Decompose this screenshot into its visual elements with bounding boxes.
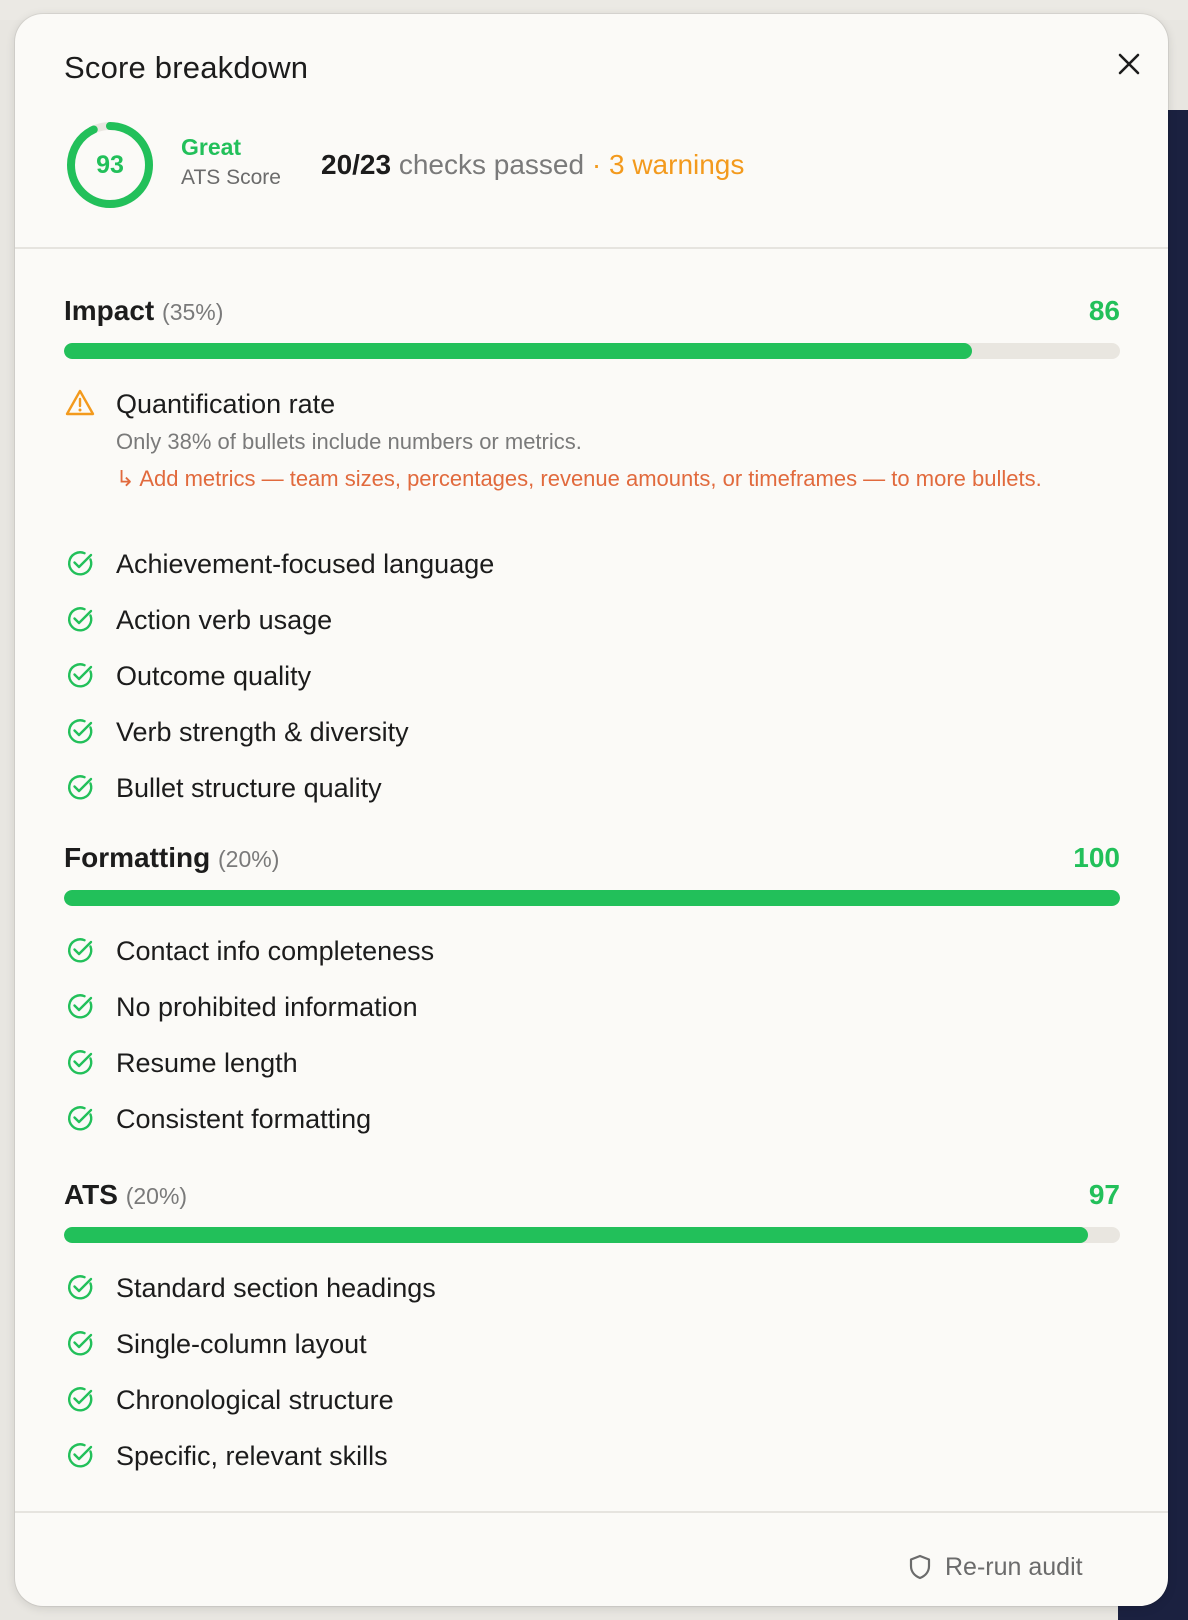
score-breakdown-dialog	[15, 14, 1168, 1606]
check-label: Single-column layout	[116, 1329, 367, 1359]
checks-passed-text: checks passed	[398, 149, 585, 180]
check-item	[64, 1102, 1120, 1158]
check-detail: Only 38% of bullets include numbers or metrics.	[116, 429, 582, 454]
check-item	[64, 1439, 1120, 1495]
check-label: Action verb usage	[116, 605, 333, 635]
check-item	[64, 1271, 1120, 1327]
section-progress-bar	[64, 890, 1120, 906]
check-item	[64, 603, 1120, 659]
check-item	[64, 771, 1120, 827]
check-item	[64, 1383, 1120, 1439]
check-item	[64, 934, 1120, 990]
warnings-count: 3 warnings	[608, 149, 745, 180]
check-item	[64, 1327, 1120, 1383]
shield-icon	[907, 1553, 933, 1581]
check-circle-icon	[64, 1046, 96, 1078]
rerun-audit-button[interactable]	[907, 1551, 1083, 1583]
section-formatting	[64, 842, 1120, 1158]
check-item	[64, 990, 1120, 1046]
warning-icon	[64, 387, 96, 419]
check-circle-icon	[64, 715, 96, 747]
close-icon	[1117, 52, 1141, 76]
section-weight: (35%)	[162, 299, 224, 325]
breakdown-list[interactable]	[15, 249, 1168, 1511]
check-item	[64, 1046, 1120, 1102]
check-label: Verb strength & diversity	[116, 717, 409, 747]
check-circle-icon	[64, 934, 96, 966]
check-label: Specific, relevant skills	[116, 1441, 388, 1471]
section-weight: (20%)	[218, 846, 280, 872]
check-circle-icon	[64, 603, 96, 635]
check-label: Chronological structure	[116, 1385, 394, 1415]
check-circle-icon	[64, 1271, 96, 1303]
section-name: ATS	[64, 1179, 118, 1210]
check-label: Consistent formatting	[116, 1104, 372, 1134]
score-value: 93	[96, 150, 124, 179]
section-score: 86	[1088, 295, 1120, 326]
check-circle-icon	[64, 771, 96, 803]
check-label: Standard section headings	[116, 1273, 436, 1303]
section-weight: (20%)	[125, 1183, 188, 1209]
check-item-warning	[64, 387, 1120, 547]
check-circle-icon	[64, 990, 96, 1022]
check-label: Bullet structure quality	[116, 773, 382, 803]
check-label: Quantification rate	[116, 389, 336, 419]
section-progress-bar	[64, 1227, 1120, 1243]
check-label: No prohibited information	[116, 992, 418, 1022]
check-item	[64, 547, 1120, 603]
check-label: Achievement-focused language	[116, 549, 495, 579]
section-name: Formatting	[64, 842, 211, 873]
check-circle-icon	[64, 659, 96, 691]
section-progress-bar	[64, 343, 1120, 359]
check-item	[64, 715, 1120, 771]
dialog-footer	[15, 1511, 1168, 1606]
close-button[interactable]	[1109, 44, 1149, 84]
section-score: 97	[1088, 1179, 1120, 1210]
check-circle-icon	[64, 1327, 96, 1359]
section-title	[64, 295, 223, 327]
section-name: Impact	[64, 295, 155, 326]
rerun-audit-label: Re-run audit	[945, 1552, 1083, 1581]
section-impact	[64, 295, 1120, 827]
section-ats	[64, 1179, 1120, 1495]
check-label: Resume length	[116, 1048, 298, 1078]
section-progress-fill	[64, 343, 972, 359]
dialog-header	[15, 14, 1168, 249]
section-title	[64, 842, 279, 874]
checks-summary	[321, 149, 744, 181]
score-label: ATS Score	[181, 166, 281, 189]
section-score: 100	[1073, 842, 1120, 873]
check-tip: ↳ Add metrics — team sizes, percentages, revenue amounts, or timeframes — to more bullets.	[116, 466, 1042, 491]
section-progress-fill	[64, 1227, 1088, 1243]
check-circle-icon	[64, 547, 96, 579]
check-item	[64, 659, 1120, 715]
section-progress-fill	[64, 890, 1120, 906]
score-ring	[64, 119, 156, 211]
check-circle-icon	[64, 1102, 96, 1134]
checks-passed-count: 20/23	[321, 149, 392, 180]
check-circle-icon	[64, 1439, 96, 1471]
section-title	[64, 1179, 187, 1211]
checks-separator: ·	[591, 149, 602, 180]
check-label: Outcome quality	[116, 661, 312, 691]
check-circle-icon	[64, 1383, 96, 1415]
check-label: Contact info completeness	[116, 936, 435, 966]
dialog-title: Score breakdown	[64, 50, 309, 85]
score-grade: Great	[181, 134, 242, 160]
